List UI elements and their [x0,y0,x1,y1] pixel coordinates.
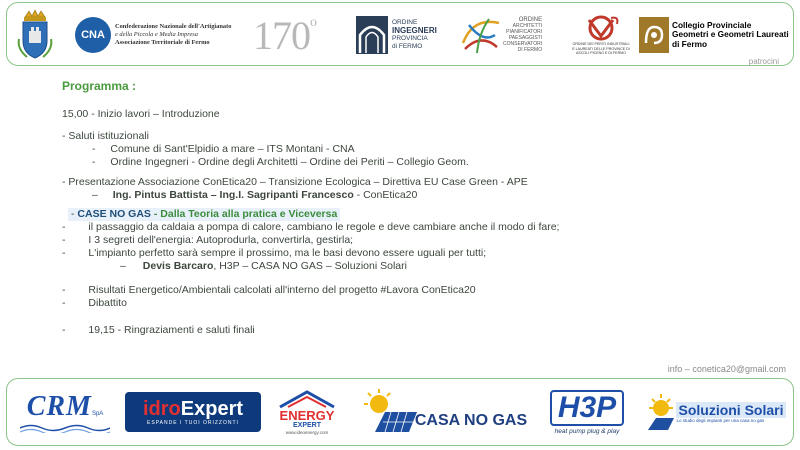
house-roof-icon [274,389,340,409]
geometri-mark-icon [639,17,669,53]
architetti-line1: ORDINE [518,17,543,23]
programme-title: Programma : [62,79,137,93]
dibattito-text: Dibattito [88,297,127,309]
architetti-line4: PAESAGGISTI [508,35,543,41]
energy-url: www.ideoenergy.com [285,430,329,435]
anniversary-number: 170 [253,12,310,58]
h3p-tagline: heat pump plug & play [554,427,620,435]
patrocini-label: patrocini [748,57,779,66]
saluti-item-1-text: Comune di Sant'Elpidio a mare – ITS Montani - CNA [110,143,355,155]
point-3-text: L'impianto perfetto sarà sempre il prossimo, ma le basi devono essere uguali per tutti; [88,247,487,259]
point-2-text: I 3 segreti dell'energia: Autoprodurla, convertirla, gestirla; [88,234,354,246]
ordine-ingegneri-logo [355,9,451,61]
ordine-periti-logo [565,9,637,61]
geometri-line3: di Fermo [672,38,708,49]
start-line: 15,00 - Inizio lavori – Introduzione [62,108,220,120]
architetti-line3: PIANIFICATORI [506,29,543,35]
energy-line2: EXPERT [292,422,321,429]
devis-name: Devis Barcaro [142,260,214,272]
bullet-endash: – [120,260,126,272]
soluzioni-tagline: Lo studio degli impianti per una casa no gas [676,417,765,423]
bullet-dash: - [92,143,96,155]
periti-emblem-icon [581,14,621,42]
casa-no-gas-title: CASE NO GAS [77,208,151,220]
devis-org: , H3P – CASA NO GAS – Soluzioni Solari [213,260,407,272]
cna-line1: Confederazione Nazionale dell'Artigianato [115,23,232,30]
arch-icon [355,15,389,55]
collegio-geometri-logo [639,9,791,61]
cna-line2: e della Piccola e Media Impresa [115,31,198,38]
casa-no-gas-logo [359,387,529,437]
geometri-line2: Geometri e Geometri Laureati [672,29,789,40]
patronage-logo-bar [6,2,794,66]
cna-line3: Associazione Territoriale di Fermo [115,39,210,46]
anniversary-sup: o [310,15,317,30]
point-1-text: il passaggio da caldaia a pompa di calore, cambiano le regole e deve cambiare anche il modo di fare; [88,221,560,233]
bullet-dash: - [62,324,66,336]
devis-line [120,260,407,273]
contact-email: info – conetica20@gmail.com [667,364,786,374]
saluti-item-1 [92,143,355,156]
cna-globe-icon [75,17,111,53]
architetti-line5: CONSERVATORI [503,41,543,47]
crm-name: CRM [26,391,92,422]
speakers-line [92,189,417,202]
dibattito-line [62,297,127,310]
crm-logo [15,387,115,437]
its-anniversary-logo [253,9,349,61]
ingegneri-line3: PROVINCIA [392,35,428,42]
solar-sun-icon [646,390,676,434]
sun-solar-panel-icon [361,388,421,436]
h3p-name: H3P [550,390,624,426]
soluzioni-name: Soluzioni Solari [678,401,784,418]
risultati-text: Risultati Energetico/Ambientali calcolati all'interno del progetto #Lavora ConEtica20 [88,284,476,296]
periti-line1: ORDINE DEI PERITI INDUSTRIALI [572,42,630,47]
bullet-dash: - [92,156,96,168]
architetti-line2: ARCHITETTI [512,23,543,29]
ingegneri-line2: INGEGNERI [392,26,437,35]
architects-swirl-icon [459,13,503,57]
speakers-org: - ConEtica20 [353,189,418,201]
ingegneri-line4: di FERMO [392,43,423,50]
bullet-dash: - [71,208,75,220]
crest-icon [17,9,53,61]
crm-wave-icon [20,423,110,433]
idroexpert-logo [123,387,263,437]
idroexpert-name-b: Expert [180,398,244,420]
energy-expert-logo [271,387,343,437]
point-3 [62,247,486,260]
casa-no-gas-heading [68,208,340,221]
saluti-item-2-text: Ordine Ingegneri - Ordine degli Architetti – Ordine dei Periti – Collegio Geom. [110,156,469,168]
energy-line1: ENERGY [279,408,335,423]
end-text: 19,15 - Ringraziamenti e saluti finali [88,324,255,336]
bullet-dash: - [62,284,66,296]
point-2 [62,234,353,247]
casa-no-gas-name: CASA NO GAS [414,412,528,429]
periti-line3: ASCOLI PICENO E DI FERMO [576,51,626,56]
architetti-line6: DI FERMO [517,47,543,53]
bullet-dash: - [62,297,66,309]
sponsor-logo-bar [6,378,794,446]
geometri-line1: Collegio Provinciale [672,19,752,30]
cna-logo [75,9,245,61]
h3p-logo [539,387,635,437]
bullet-dash: - [62,221,66,233]
periti-line2: E LAUREATI DELLE PROVINCE DI [572,46,630,51]
ingegneri-line1: ORDINE [392,19,418,26]
cna-abbr: CNA [81,29,105,41]
casa-no-gas-subtitle: - Dalla Teoria alla pratica e Viceversa [150,208,338,220]
point-1 [62,221,559,234]
bullet-dash: - [62,234,66,246]
saluti-heading: - Saluti istituzionali [62,130,149,142]
idroexpert-name-a: idro [142,398,181,420]
risultati-line [62,284,476,297]
soluzioni-solari-logo [641,387,791,437]
crm-suffix: SpA [91,411,104,417]
ordine-architetti-logo [459,9,559,61]
idroexpert-tagline: ESPANDE I TUOI ORIZZONTI [147,420,239,426]
speakers-names: Ing. Pintus Battista – Ing.I. Sagripanti Francesco [112,189,354,201]
saluti-item-2 [92,156,469,169]
end-line [62,324,255,337]
bullet-endash: – [92,189,98,201]
bullet-dash: - [62,247,66,259]
municipality-crest-logo [17,9,55,61]
presentazione-line: - Presentazione Associazione ConEtica20 – Transizione Ecologica – Direttiva EU Case Green - APE [62,176,528,188]
